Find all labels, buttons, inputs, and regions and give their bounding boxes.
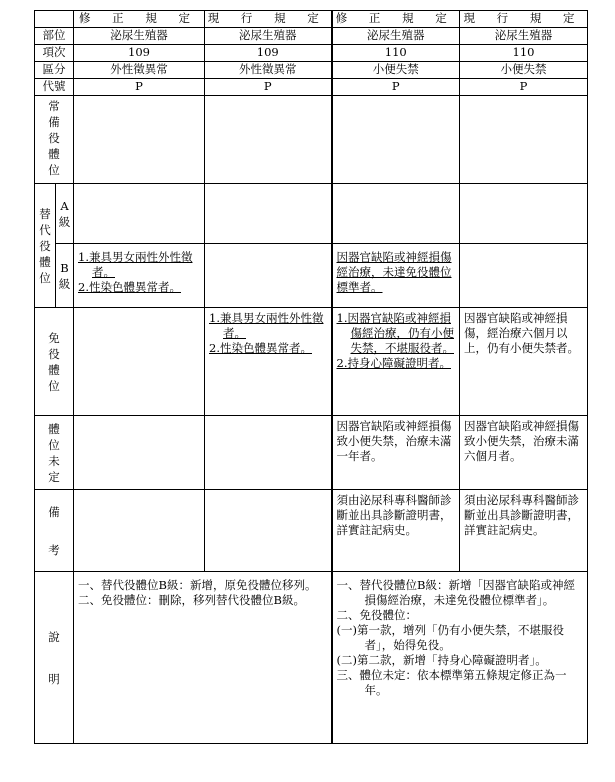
cell-regular-4 bbox=[460, 96, 588, 184]
cell-code-2: P bbox=[205, 79, 332, 96]
label-exempt: 免 役 體 位 bbox=[35, 308, 74, 416]
cell-part-1: 泌尿生殖器 bbox=[74, 28, 205, 45]
cell-category-2: 外性徵異常 bbox=[205, 62, 332, 79]
cell-part-2: 泌尿生殖器 bbox=[205, 28, 332, 45]
label-category: 區分 bbox=[35, 62, 74, 79]
corner-cell bbox=[35, 11, 74, 28]
notes-left: 一、替代役體位B級：新增，原免役體位移列。 二、免役體位：刪除，移列替代役體位B級。 bbox=[74, 572, 332, 744]
regulation-comparison-table bbox=[34, 10, 588, 744]
cell-code-1: P bbox=[74, 79, 205, 96]
cell-exempt-4: 因器官缺陷或神經損傷，經治療六個月以上，仍有小便失禁者。 bbox=[460, 308, 588, 416]
cell-exempt-2: 1.兼具男女兩性外性徵者。 2.性染色體異常者。 bbox=[205, 308, 332, 416]
notes-right: 一、替代役體位B級：新增「因器官缺陷或神經損傷經治療，未達免役體位標準者」。 二、免役體位： (一)第一款，增列「仍有小便失禁，不堪服役者」，始得免役。 (二)第二款，新增「持身心障礙證明者」。 三、體位未定：依本標準第五條規定修正為一年。 bbox=[332, 572, 588, 744]
cell-remarks-1 bbox=[74, 490, 205, 572]
cell-code-3: P bbox=[332, 79, 460, 96]
cell-grade-b-2 bbox=[205, 244, 332, 308]
label-notes: 說 明 bbox=[35, 572, 74, 744]
cell-item-3: 110 bbox=[332, 45, 460, 62]
cell-remarks-4: 須由泌尿科專科醫師診斷並出具診斷證明書，詳實註記病史。 bbox=[460, 490, 588, 572]
cell-part-4: 泌尿生殖器 bbox=[460, 28, 588, 45]
cell-exempt-3: 1.因器官缺陷或神經損傷經治療，仍有小便失禁，不堪服役者。 2.持身心障礙證明者。 bbox=[332, 308, 460, 416]
cell-pending-4: 因器官缺陷或神經損傷致小便失禁，治療未滿六個月者。 bbox=[460, 416, 588, 490]
cell-pending-2 bbox=[205, 416, 332, 490]
cell-grade-a-1 bbox=[74, 184, 205, 244]
cell-pending-1 bbox=[74, 416, 205, 490]
label-item: 項次 bbox=[35, 45, 74, 62]
cell-grade-b-3: 因器官缺陷或神經損傷經治療，未達免役體位標準者。 bbox=[332, 244, 460, 308]
cell-category-3: 小便失禁 bbox=[332, 62, 460, 79]
cell-pending-3: 因器官缺陷或神經損傷致小便失禁，治療未滿一年者。 bbox=[332, 416, 460, 490]
label-grade-b: B 級 bbox=[56, 244, 74, 308]
cell-exempt-1 bbox=[74, 308, 205, 416]
header-amended-1: 修 正 規 定 bbox=[74, 11, 205, 28]
cell-remarks-3: 須由泌尿科專科醫師診斷並出具診斷證明書，詳實註記病史。 bbox=[332, 490, 460, 572]
cell-part-3: 泌尿生殖器 bbox=[332, 28, 460, 45]
cell-code-4: P bbox=[460, 79, 588, 96]
cell-regular-1 bbox=[74, 96, 205, 184]
cell-regular-2 bbox=[205, 96, 332, 184]
header-current-1: 現 行 規 定 bbox=[205, 11, 332, 28]
cell-grade-b-1: 1.兼具男女兩性外性徵者。 2.性染色體異常者。 bbox=[74, 244, 205, 308]
cell-remarks-2 bbox=[205, 490, 332, 572]
label-part: 部位 bbox=[35, 28, 74, 45]
cell-item-1: 109 bbox=[74, 45, 205, 62]
label-remarks: 備 考 bbox=[35, 490, 74, 572]
cell-category-4: 小便失禁 bbox=[460, 62, 588, 79]
cell-grade-b-4 bbox=[460, 244, 588, 308]
cell-grade-a-3 bbox=[332, 184, 460, 244]
cell-item-2: 109 bbox=[205, 45, 332, 62]
label-substitute-service: 替 代 役 體 位 bbox=[35, 184, 56, 308]
label-code: 代號 bbox=[35, 79, 74, 96]
cell-grade-a-4 bbox=[460, 184, 588, 244]
header-current-2: 現 行 規 定 bbox=[460, 11, 588, 28]
cell-grade-a-2 bbox=[205, 184, 332, 244]
cell-item-4: 110 bbox=[460, 45, 588, 62]
header-amended-2: 修 正 規 定 bbox=[332, 11, 460, 28]
cell-regular-3 bbox=[332, 96, 460, 184]
label-regular-service: 常 備 役 體 位 bbox=[35, 96, 74, 184]
cell-category-1: 外性徵異常 bbox=[74, 62, 205, 79]
label-grade-a: A 級 bbox=[56, 184, 74, 244]
label-pending: 體 位 未 定 bbox=[35, 416, 74, 490]
